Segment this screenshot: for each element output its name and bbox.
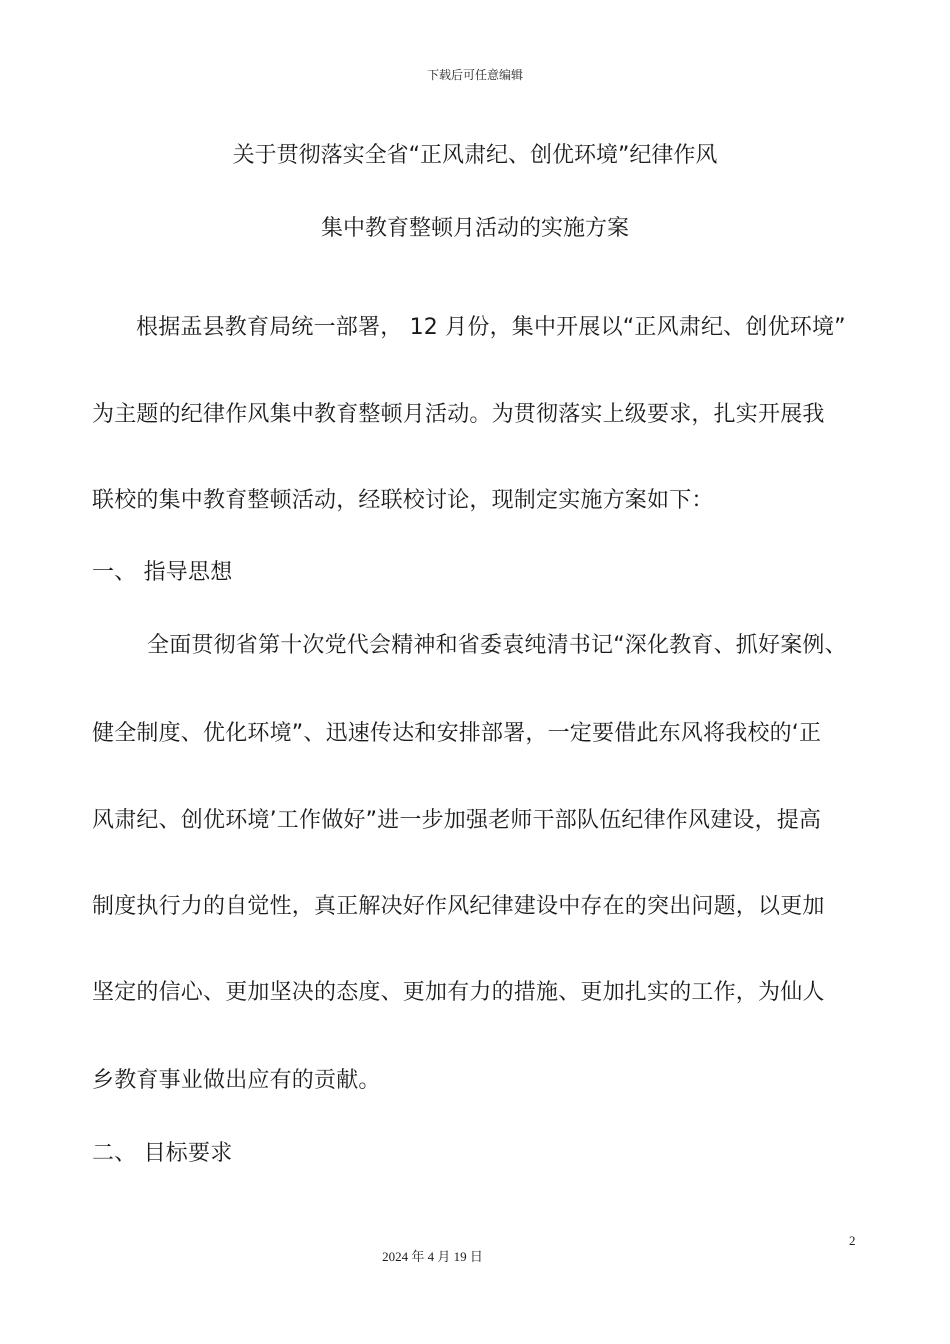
paragraph-guiding-line-6: 乡教育事业做出应有的贡献。 — [92, 1068, 381, 1093]
paragraph-guiding-line-5: 坚定的信心、更加坚决的态度、更加有力的措施、更加扎实的工作，为仙人 — [92, 980, 825, 1005]
document-title-line-1: 关于贯彻落实全省“正风肃纪、创优环境”纪律作风 — [232, 143, 718, 168]
paragraph-intro-line-3: 联校的集中教育整顿活动，经联校讨论，现制定实施方案如下： — [92, 488, 714, 513]
section-heading-goals: 二、 目标要求 — [92, 1141, 233, 1166]
paragraph-intro-line-2: 为主题的纪律作风集中教育整顿月活动。为贯彻落实上级要求，扎实开展我 — [92, 402, 825, 427]
paragraph-guiding-line-4: 制度执行力的自觉性，真正解决好作风纪律建设中存在的突出问题，以更加 — [92, 894, 825, 919]
page-number: 2 — [849, 1233, 856, 1248]
paragraph-guiding-line-2: 健全制度、优化环境”、迅速传达和安排部署，一定要借此东风将我校的‘正 — [92, 721, 822, 746]
page-header-note: 下载后可任意编辑 — [426, 68, 523, 82]
paragraph-guiding-line-3: 风肃纪、创优环境’工作做好”进一步加强老师干部队伍纪律作风建设，提高 — [92, 808, 822, 833]
paragraph-guiding-line-1: 全面贯彻省第十次党代会精神和省委袁纯清书记“深化教育、抓好案例、 — [147, 633, 847, 658]
document-title-line-2: 集中教育整顿月活动的实施方案 — [320, 216, 629, 241]
section-heading-guiding-thought: 一、 指导思想 — [92, 560, 233, 585]
page-footer-date: 2024 年 4 月 19 日 — [382, 1249, 483, 1264]
paragraph-intro-line-1: 根据盂县教育局统一部署， 12 月份，集中开展以“正风肃纪、创优环境” — [136, 315, 846, 340]
